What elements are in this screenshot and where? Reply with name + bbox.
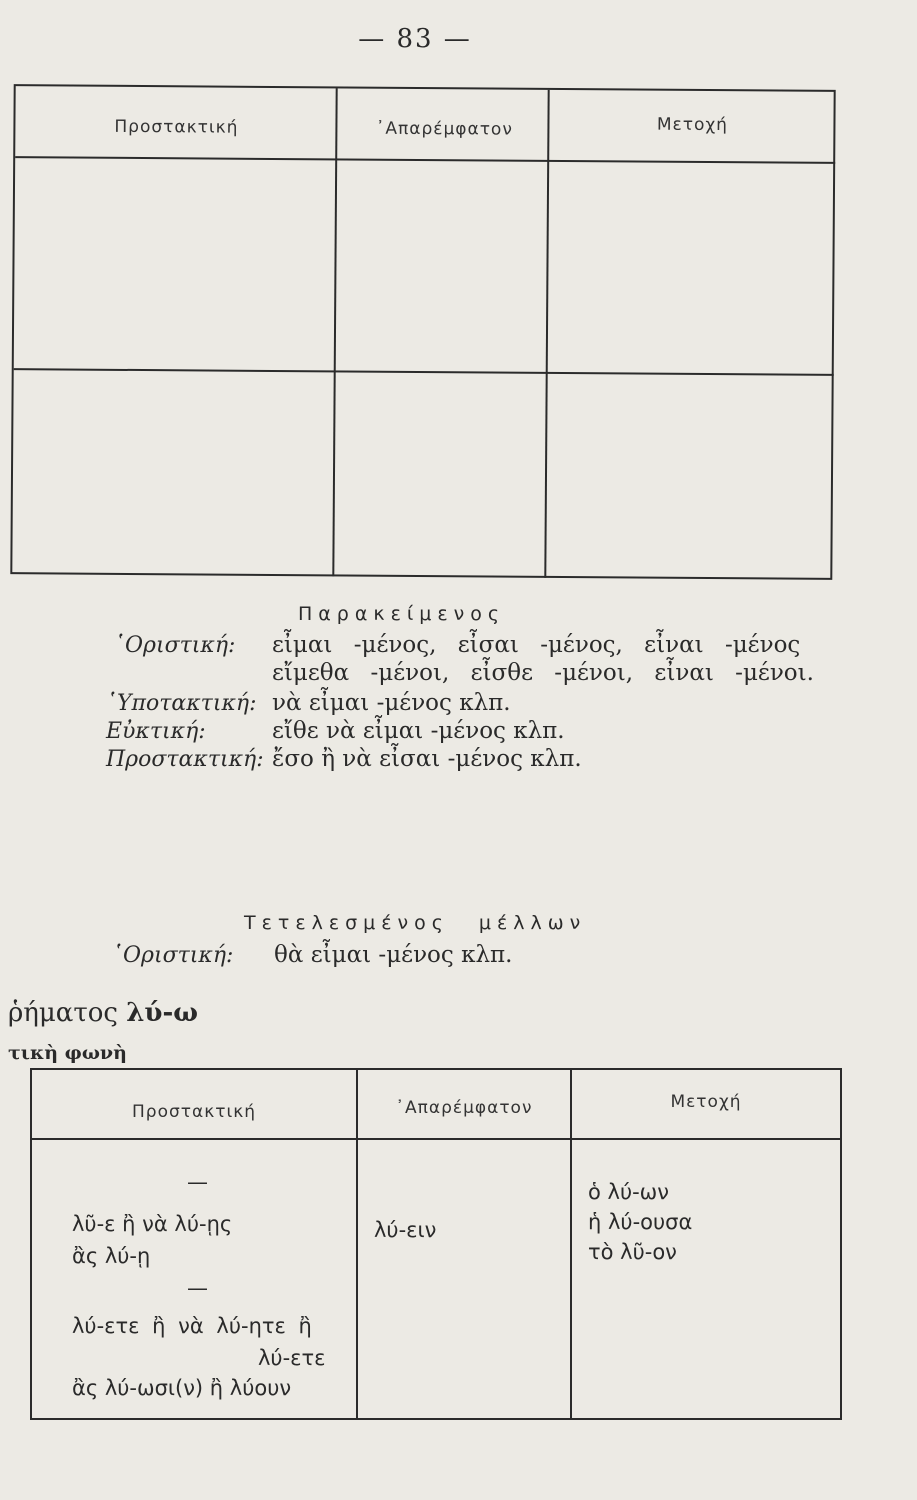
imperative-form: λύ-ετε ἢ νὰ λύ-ητε ἢ <box>72 1314 312 1338</box>
imperative-form: λῦ-ε ἢ νὰ λύ-ῃς <box>72 1212 233 1236</box>
page-number: — 83 — <box>358 24 472 54</box>
text-row: εἴμεθα -μένοι, εἶσθε -μένοι, εἶναι -μένοι. <box>272 660 814 686</box>
infinitive-form: λύ-ειν <box>374 1218 437 1242</box>
header-imperative: Προστακτική <box>114 116 239 138</box>
imperative-form: ἂς λύ-ωσι(ν) ἢ λύουν <box>72 1376 292 1400</box>
header-infinitive: ᾿Απαρέμφατον <box>375 118 513 140</box>
bottom-conjugation-table <box>30 1068 842 1420</box>
column-divider <box>332 88 337 576</box>
header-divider <box>32 1138 842 1140</box>
column-divider <box>356 1070 358 1420</box>
text-row: ῾Υποτακτική: νὰ εἶμαι -μένος κλπ. <box>106 690 511 716</box>
header-participle: Μετοχή <box>656 114 729 136</box>
text-row: Προστακτική: ἔσο ἢ νὰ εἶσαι -μένος κλπ. <box>106 746 582 772</box>
top-conjugation-table <box>10 84 835 580</box>
text-row: ῾Οριστική: θὰ εἶμαι -μένος κλπ. <box>112 942 513 968</box>
header-infinitive: ᾿Απαρέμφατον <box>395 1098 533 1118</box>
header-imperative: Προστακτική <box>132 1102 256 1122</box>
header-participle: Μετοχή <box>670 1092 742 1112</box>
text-row: ῾Οριστική: εἶμαι -μένος, εἶσαι -μένος, εἶναι -μένος <box>114 632 801 658</box>
column-divider <box>570 1070 572 1420</box>
row-divider <box>14 368 834 376</box>
imperative-form: — <box>187 1170 208 1194</box>
section-heading: ῥήματος λύ-ω <box>8 998 199 1028</box>
imperative-form: ἂς λύ-ῃ <box>72 1244 151 1268</box>
participle-form: ὁ λύ-ων <box>588 1180 669 1204</box>
participle-form: τὸ λῦ-ον <box>588 1240 677 1264</box>
imperative-form: λύ-ετε <box>258 1346 326 1370</box>
header-divider <box>15 156 835 164</box>
tense-title-tetelesmenos: Τετελεσμένος μέλλων <box>244 912 587 934</box>
voice-heading: τικὴ φωνὴ <box>8 1042 127 1064</box>
text-row: Εὐκτική: εἴθε νὰ εἶμαι -μένος κλπ. <box>106 718 565 744</box>
participle-form: ἡ λύ-ουσα <box>588 1210 693 1234</box>
column-divider <box>544 90 549 578</box>
imperative-form: — <box>187 1276 208 1300</box>
tense-title-parakeimenos: Παρακείμενος <box>298 603 506 625</box>
